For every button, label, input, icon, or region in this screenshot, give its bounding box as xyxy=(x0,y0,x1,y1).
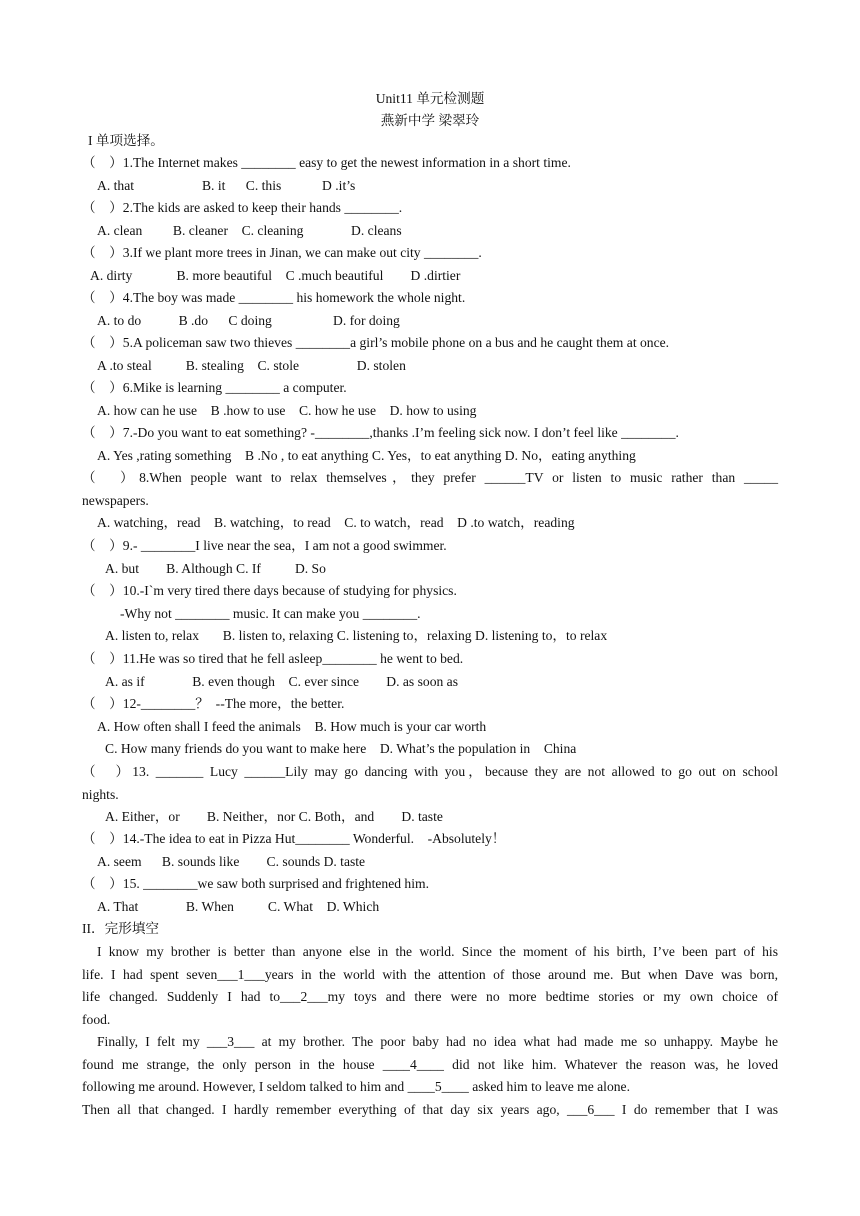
options-7: A. Yes ,rating something B .No , to eat anything C. Yes，to eat anything D. No，eating anything xyxy=(97,448,636,463)
question-13-continued: nights. xyxy=(82,787,119,802)
question-6: （ ）6.Mike is learning ________ a computer. xyxy=(82,380,347,395)
document-subtitle: 燕新中学 梁翠玲 xyxy=(380,113,480,128)
question-10: （ ）10.-I`m very tired there days because of studying for physics. xyxy=(82,583,457,598)
cloze-line-3: life changed. Suddenly I had to___2___my toys and there were no more bedtime stories or my own choice of xyxy=(82,989,778,1004)
options-12-cd: C. How many friends do you want to make here D. What’s the population in China xyxy=(105,741,577,756)
options-11: A. as if B. even though C. ever since D. as soon as xyxy=(105,674,459,689)
options-8: A. watching，read B. watching，to read C. to watch，read D .to watch，reading xyxy=(97,515,575,530)
question-5: （ ）5.A policeman saw two thieves ________a girl’s mobile phone on a bus and he caught them at once. xyxy=(82,335,670,350)
cloze-line-4: food. xyxy=(82,1012,111,1027)
question-9: （ ）9.- ________I live near the sea，I am not a good swimmer. xyxy=(82,538,447,553)
options-4: A. to do B .do C doing D. for doing xyxy=(97,313,400,328)
cloze-line-2: life. I had spent seven___1___years in the world with the attention of those around me. But when Dave was born, xyxy=(82,967,778,982)
cloze-line-6: found me strange, the only person in the house ____4____ did not like him. Whatever the reason was, he loved xyxy=(82,1057,778,1072)
options-1: A. that B. it C. this D .it’s xyxy=(97,178,356,193)
question-15: （ ）15. ________we saw both surprised and frightened him. xyxy=(82,876,429,891)
question-8: （ ）8.When people want to relax themselves，they prefer ______TV or listen to music rather than _____ xyxy=(82,470,778,485)
question-2: （ ）2.The kids are asked to keep their hands ________. xyxy=(82,200,403,215)
question-12: （ ）12-________？ --The more，the better. xyxy=(82,696,345,711)
question-4: （ ）4.The boy was made ________ his homework the whole night. xyxy=(82,290,466,305)
options-9: A. but B. Although C. If D. So xyxy=(105,561,326,576)
cloze-line-1: I know my brother is better than anyone else in the world. Since the moment of his birth, I’ve been part of his xyxy=(97,944,778,959)
document-title: Unit11 单元检测题 xyxy=(375,91,485,106)
question-7: （ ）7.-Do you want to eat something? -________,thanks .I’m feeling sick now. I don’t feel like ________. xyxy=(82,425,679,440)
section1-heading: I 单项选择。 xyxy=(88,133,164,148)
options-12-ab: A. How often shall I feed the animals B. How much is your car worth xyxy=(97,719,487,734)
section2-heading: II．完形填空 xyxy=(82,921,160,936)
options-15: A. That B. When C. What D. Which xyxy=(97,899,380,914)
options-6: A. how can he use B .how to use C. how he use D. how to using xyxy=(97,403,477,418)
cloze-line-8: Then all that changed. I hardly remember everything of that day six years ago, ___6___ I do remember that I was xyxy=(82,1102,778,1117)
question-14: （ ）14.-The idea to eat in Pizza Hut________ Wonderful. -Absolutely！ xyxy=(82,831,506,846)
question-13: （ ）13. _______ Lucy ______Lily may go dancing with you，because they are not allowed to go out on school xyxy=(82,764,778,779)
question-10-reply: -Why not ________ music. It can make you ________. xyxy=(120,606,421,621)
question-1: （ ）1.The Internet makes ________ easy to get the newest information in a short time. xyxy=(82,155,571,170)
question-3: （ ）3.If we plant more trees in Jinan, we can make out city ________. xyxy=(82,245,482,260)
question-11: （ ）11.He was so tired that he fell asleep________ he went to bed. xyxy=(82,651,464,666)
options-2: A. clean B. cleaner C. cleaning D. cleans xyxy=(97,223,402,238)
options-3: A. dirty B. more beautiful C .much beautiful D .dirtier xyxy=(90,268,461,283)
options-10: A. listen to, relax B. listen to, relaxing C. listening to，relaxing D. listening to，to relax xyxy=(105,628,608,643)
options-14: A. seem B. sounds like C. sounds D. taste xyxy=(97,854,366,869)
cloze-line-7: following me around. However, I seldom talked to him and ____5____ asked him to leave me alone. xyxy=(82,1079,630,1094)
cloze-line-5: Finally, I felt my ___3___ at my brother. The poor baby had no idea what had made me so unhappy. Maybe he xyxy=(97,1034,778,1049)
options-5: A .to steal B. stealing C. stole D. stolen xyxy=(97,358,406,373)
options-13: A. Either，or B. Neither，nor C. Both，and D. taste xyxy=(105,809,443,824)
question-8-continued: newspapers. xyxy=(82,493,149,508)
